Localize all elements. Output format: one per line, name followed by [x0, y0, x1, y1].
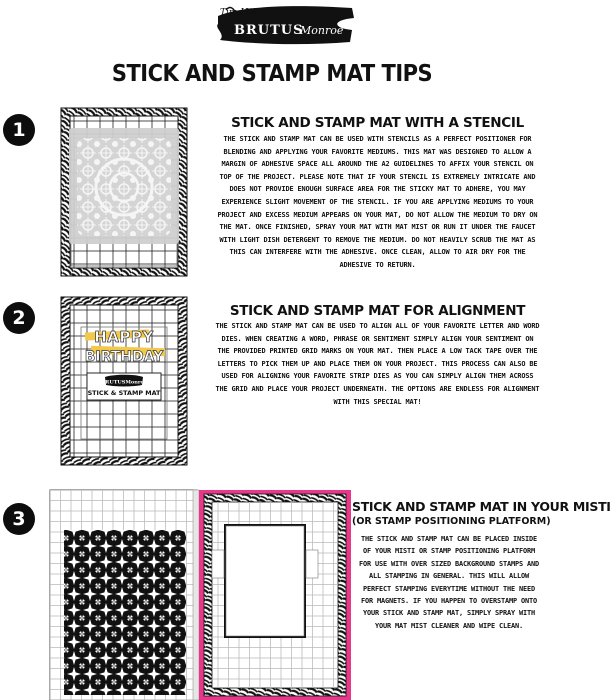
signature-text: Tim Holtz: [220, 8, 265, 18]
birthday-letter-dies: BIRTHDAY: [84, 349, 164, 365]
wordmark-left: BRUTUS: [234, 23, 304, 38]
step-number-2: 2: [3, 302, 35, 334]
brush-stroke-logo: [212, 2, 358, 46]
brand-logo: [212, 2, 358, 46]
section-1-body: THE STICK AND STAMP MAT CAN BE USED WITH STENCILS AS A PERFECT POSITIONER FOR BLENDING AND APPLYING YOUR FAVORITE MEDIUMS. THIS MAT WAS DESIGNED TO ALLOW A MARGIN OF ADHESIVE SPACE ALL AROUND THE A2 GUIDELINES TO AFFIX YOUR STENCIL ON TOP OF THE PROJECT. PLEASE NOTE THAT IF YOUR STENCIL IS EXTREMELY INTRICATE AND DOES NOT PROVIDE ENOUGH SURFACE AREA FOR THE STICKY MAT TO ADHERE, YOU MAY EXPERIENCE SLIGHT MOVEMENT OF THE STENCIL. IF YOU ARE APPLYING MEDIUMS TO YOUR PROJECT AND EXCESS MEDIUM APPEARS ON YOUR MAT, DO NOT ALLOW THE MEDIUM TO DRY ON THE MAT. ONCE FINISHED, SPRAY YOUR MAT WITH MAT MIST OR RUN IT UNDER THE FAUCET WITH LIGHT DISH DETERGENT TO REMOVE THE MEDIUM. DO NOT HEAVILY SCRUB THE MAT AS THIS CAN INTERFERE WITH THE ADHESIVE. ONCE CLEAN, ALLOW TO AIR DRY FOR THE ADHESIVE TO RETURN.: [217, 135, 538, 269]
section-3-subheading: (OR STAMP POSITIONING PLATFORM): [352, 516, 551, 527]
stencil-mat-illustration: [61, 108, 187, 276]
section-1-heading: STICK AND STAMP MAT WITH A STENCIL: [231, 115, 524, 131]
section-2-heading: STICK AND STAMP MAT FOR ALIGNMENT: [229, 303, 526, 319]
background-stamp: [64, 530, 186, 695]
card-label: STICK & STAMP MAT: [87, 389, 161, 397]
card-brand: BRUTUSMonroe: [100, 379, 148, 386]
section-3-body: THE STICK AND STAMP MAT CAN BE PLACED INSIDE OF YOUR MISTI OR STAMP POSITIONING PLATFORM FOR USE WITH OVER SIZED BACKGROUND STAMPS AND ALL STAMPING IN GENERAL. THIS WILL ALLOW PERFECT STAMPING EVERYTIME WITHOUT THE NEED FOR MAGNETS. IF YOU HAPPEN TO OVERSTAMP ONTO YOUR STICK AND STAMP MAT, SIMPLY SPRAY WITH YOUR MAT MIST CLEANER AND WIPE CLEAN.: [359, 535, 539, 630]
step-number-1: 1: [3, 114, 35, 146]
wordmark-right: Monroe: [300, 24, 344, 37]
alignment-mat-illustration: [61, 297, 187, 465]
stencil-pattern: [77, 138, 171, 236]
section-2-body: THE STICK AND STAMP MAT CAN BE USED TO ALIGN ALL OF YOUR FAVORITE LETTER AND WORD DIES. WHEN CREATING A WORD, PHRASE OR SENTIMENT SIMPLY ALIGN YOUR SENTIMENT ON THE PROVIDED PRINTED GRID MARKS ON YOUR MAT. THEN PLACE A LOW TACK TAPE OVER THE LETTERS TO PICK THEM UP AND PLACE THEM ON YOUR PROJECT. THIS PROCESS CAN ALSO BE USED FOR ALIGNING YOUR FAVORITE STRIP DIES AS YOU CAN SIMPLY ALIGN THEM ACROSS THE GRID AND PLACE YOUR PROJECT UNDERNEATH. THE OPTIONS ARE ENDLESS FOR ALIGNMENT WITH THIS SPECIAL MAT!: [215, 322, 540, 406]
page-title: STICK AND STAMP MAT TIPS: [111, 59, 433, 87]
misti-platform-illustration: [50, 490, 351, 700]
happy-letter-dies: HAPPY: [94, 328, 154, 346]
step-number-3: 3: [3, 503, 35, 535]
section-3-heading: STICK AND STAMP MAT IN YOUR MISTI: [352, 499, 611, 514]
stamp-block-outline: [225, 525, 305, 637]
platform-hinge: [193, 490, 199, 700]
